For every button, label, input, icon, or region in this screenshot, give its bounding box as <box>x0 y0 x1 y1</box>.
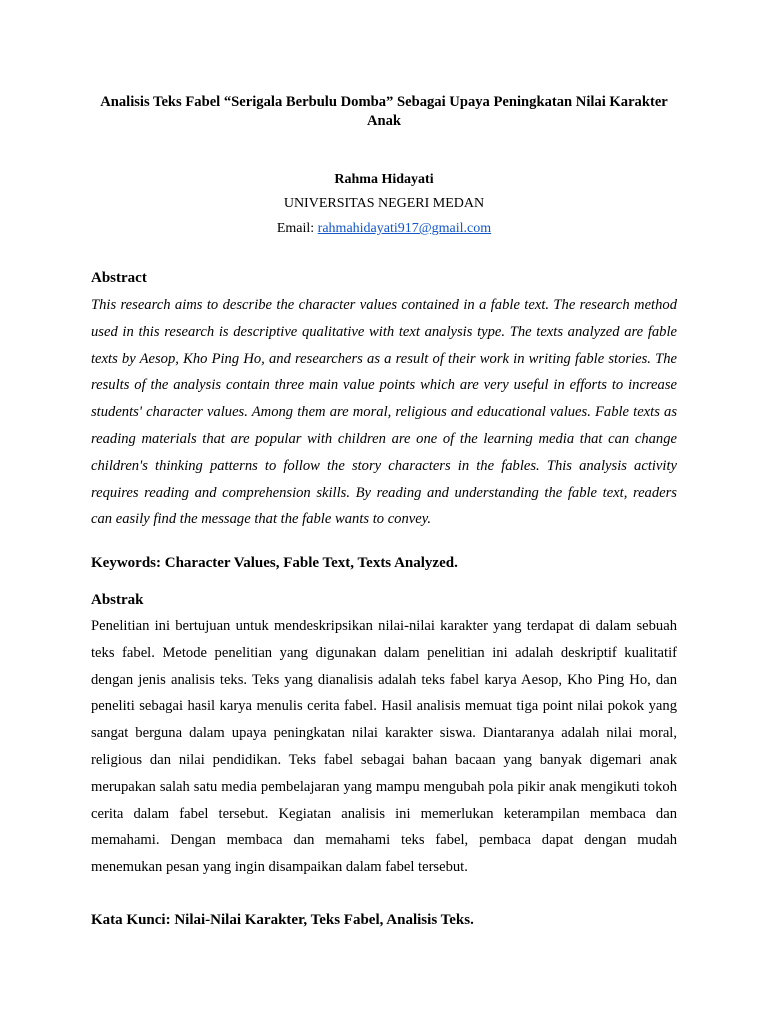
abstract-heading: Abstract <box>91 270 147 286</box>
author-email <box>91 220 677 238</box>
abstrak-keywords: Kata Kunci: Nilai-Nilai Karakter, Teks Fabel, Analisis Teks. <box>91 912 474 928</box>
author-name: Rahma Hidayati <box>334 172 434 187</box>
author-affiliation: UNIVERSITAS NEGERI MEDAN <box>283 196 485 211</box>
abstrak-heading: Abstrak <box>91 592 144 608</box>
email-link[interactable]: rahmahidayati917@gmail.com <box>317 221 492 236</box>
abstract-keywords: Keywords: Character Values, Fable Text, Texts Analyzed. <box>91 555 458 571</box>
paper-title: Analisis Teks Fabel “Serigala Berbulu Domba” Sebagai Upaya Peningkatan Nilai Karakter Anak <box>100 94 668 129</box>
email-label: Email: <box>276 221 318 236</box>
abstract-body: This research aims to describe the character values contained in a fable text. The research method used in this research is descriptive qualitative with text analysis type. The texts analyzed are fable texts by Aesop, Kho Ping Ho, and researchers as a result of their work in writing fable stories. The results of the analysis contain three main value points which are very useful in efforts to increase students' character values. Among them are moral, religious and educational values. Fable texts as reading materials that are popular with children are one of the learning media that can change children's thinking patterns to follow the story characters in the fables. This analysis activity requires reading and comprehension skills. By reading and understanding the fable text, readers can easily find the message that the fable wants to convey. <box>91 297 677 528</box>
abstrak-body: Penelitian ini bertujuan untuk mendeskripsikan nilai-nilai karakter yang terdapat di dalam sebuah teks fabel. Metode penelitian yang digunakan dalam penelitian ini adalah deskriptif kualitatif dengan jenis analisis teks. Teks yang dianalisis adalah teks fabel karya Aesop, Kho Ping Ho, dan peneliti sebagai hasil karya menulis cerita fabel. Hasil analisis memuat tiga point nilai pokok yang sangat berguna dalam upaya peningkatan nilai karakter siswa. Diantaranya adalah nilai moral, religious dan nilai pendidikan. Teks fabel sebagai bahan bacaan yang banyak digemari anak merupakan salah satu media pembelajaran yang mampu mengubah pola pikir anak mengikuti tokoh cerita dalam fabel tersebut. Kegiatan analisis ini memerlukan keterampilan membaca dan memahami. Dengan membaca dan memahami teks fabel, pembaca dapat dengan mudah menemukan pesan yang ingin disampaikan dalam fabel tersebut. <box>91 618 677 876</box>
